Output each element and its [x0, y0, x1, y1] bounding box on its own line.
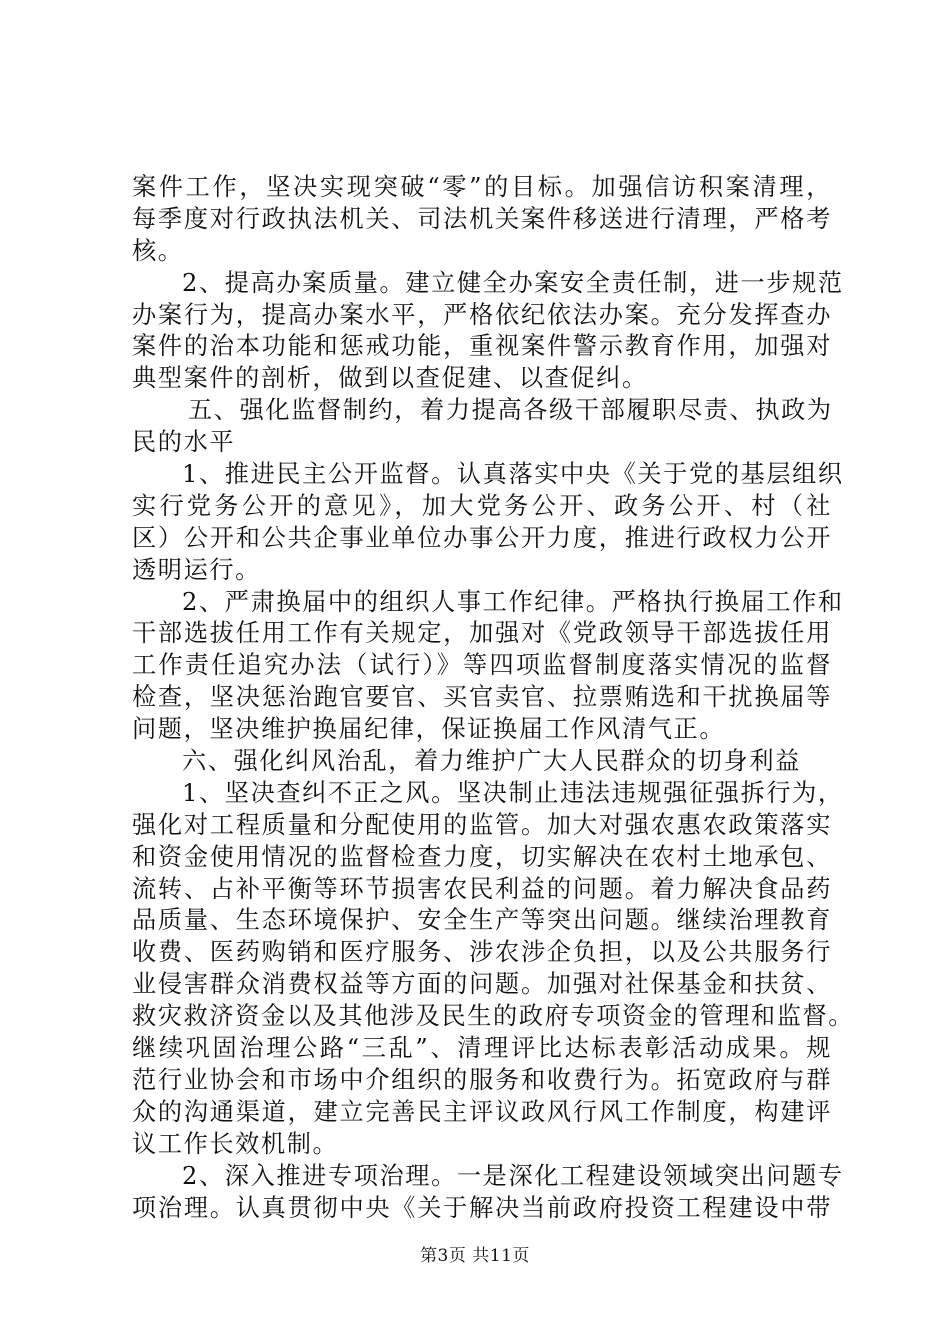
body-line: 范行业协会和市场中介组织的服务和收费行为。拓宽政府与群 — [132, 1065, 832, 1094]
body-line: 2、提高办案质量。建立健全办案安全责任制，进一步规范 — [182, 268, 844, 297]
body-line: 流转、占补平衡等环节损害农民利益的问题。着力解决食品药 — [132, 874, 832, 903]
page-footer — [0, 1245, 950, 1267]
section-heading-line: 民的水平 — [132, 428, 236, 457]
body-line: 救灾救济资金以及其他涉及民生的政府专项资金的管理和监督。 — [132, 1002, 855, 1031]
body-line: 强化对工程质量和分配使用的监管。加大对强农惠农政策落实 — [132, 810, 832, 839]
document-body — [132, 172, 855, 1224]
body-line: 业侵害群众消费权益等方面的问题。加强对社保基金和扶贫、 — [132, 970, 832, 999]
body-line: 每季度对行政执法机关、司法机关案件移送进行清理，严格考 — [132, 204, 832, 233]
body-line: 案件的治本功能和惩戒功能，重视案件警示教育作用，加强对 — [132, 332, 832, 361]
body-line: 品质量、生态环境保护、安全生产等突出问题。继续治理教育 — [132, 906, 832, 935]
page-number-label: 第3页 共11页 — [420, 1246, 530, 1266]
body-line: 问题，坚决维护换届纪律，保证换届工作风清气正。 — [132, 715, 726, 744]
body-line: 办案行为，提高办案水平，严格依纪依法办案。充分发挥查办 — [132, 300, 832, 329]
body-line: 2、深入推进专项治理。一是深化工程建设领域突出问题专 — [182, 1161, 844, 1190]
body-line: 1、坚决查纠不正之风。坚决制止违法违规强征强拆行为， — [182, 778, 844, 807]
body-line: 收费、医药购销和医疗服务、涉农涉企负担，以及公共服务行 — [132, 938, 832, 967]
body-line: 项治理。认真贯彻中央《关于解决当前政府投资工程建设中带 — [132, 1193, 832, 1222]
body-line: 实行党务公开的意见》，加大党务公开、政务公开、村（社 — [132, 491, 832, 520]
section-heading-line: 五、强化监督制约，着力提高各级干部履职尽责、执政为 — [188, 396, 833, 425]
body-line: 区）公开和公共企事业单位办事公开力度，推进行政权力公开 — [132, 523, 832, 552]
body-line: 工作责任追究办法（试行）》等四项监督制度落实情况的监督 — [132, 651, 832, 680]
body-line: 继续巩固治理公路“三乱”、清理评比达标表彰活动成果。规 — [132, 1034, 832, 1063]
body-line: 典型案件的剖析，做到以查促建、以查促纠。 — [132, 364, 648, 393]
body-line: 透明运行。 — [132, 555, 261, 584]
body-line: 众的沟通渠道，建立完善民主评议政风行风工作制度，构建评 — [132, 1097, 832, 1126]
body-line: 议工作长效机制。 — [132, 1129, 339, 1158]
body-line: 1、推进民主公开监督。认真落实中央《关于党的基层组织 — [182, 460, 844, 489]
body-line: 和资金使用情况的监督检查力度，切实解决在农村土地承包、 — [132, 842, 832, 871]
body-line: 干部选拔任用工作有关规定，加强对《党政领导干部选拔任用 — [132, 619, 832, 648]
body-line: 检查，坚决惩治跑官要官、买官卖官、拉票贿选和干扰换届等 — [132, 683, 832, 712]
body-line: 2、严肃换届中的组织人事工作纪律。严格执行换届工作和 — [182, 587, 844, 616]
section-heading-line: 六、强化纠风治乱，着力维护广大人民群众的切身利益 — [182, 747, 801, 776]
body-line: 案件工作，坚决实现突破“零”的目标。加强信访积案清理， — [132, 173, 832, 201]
body-line: 核。 — [132, 236, 184, 265]
